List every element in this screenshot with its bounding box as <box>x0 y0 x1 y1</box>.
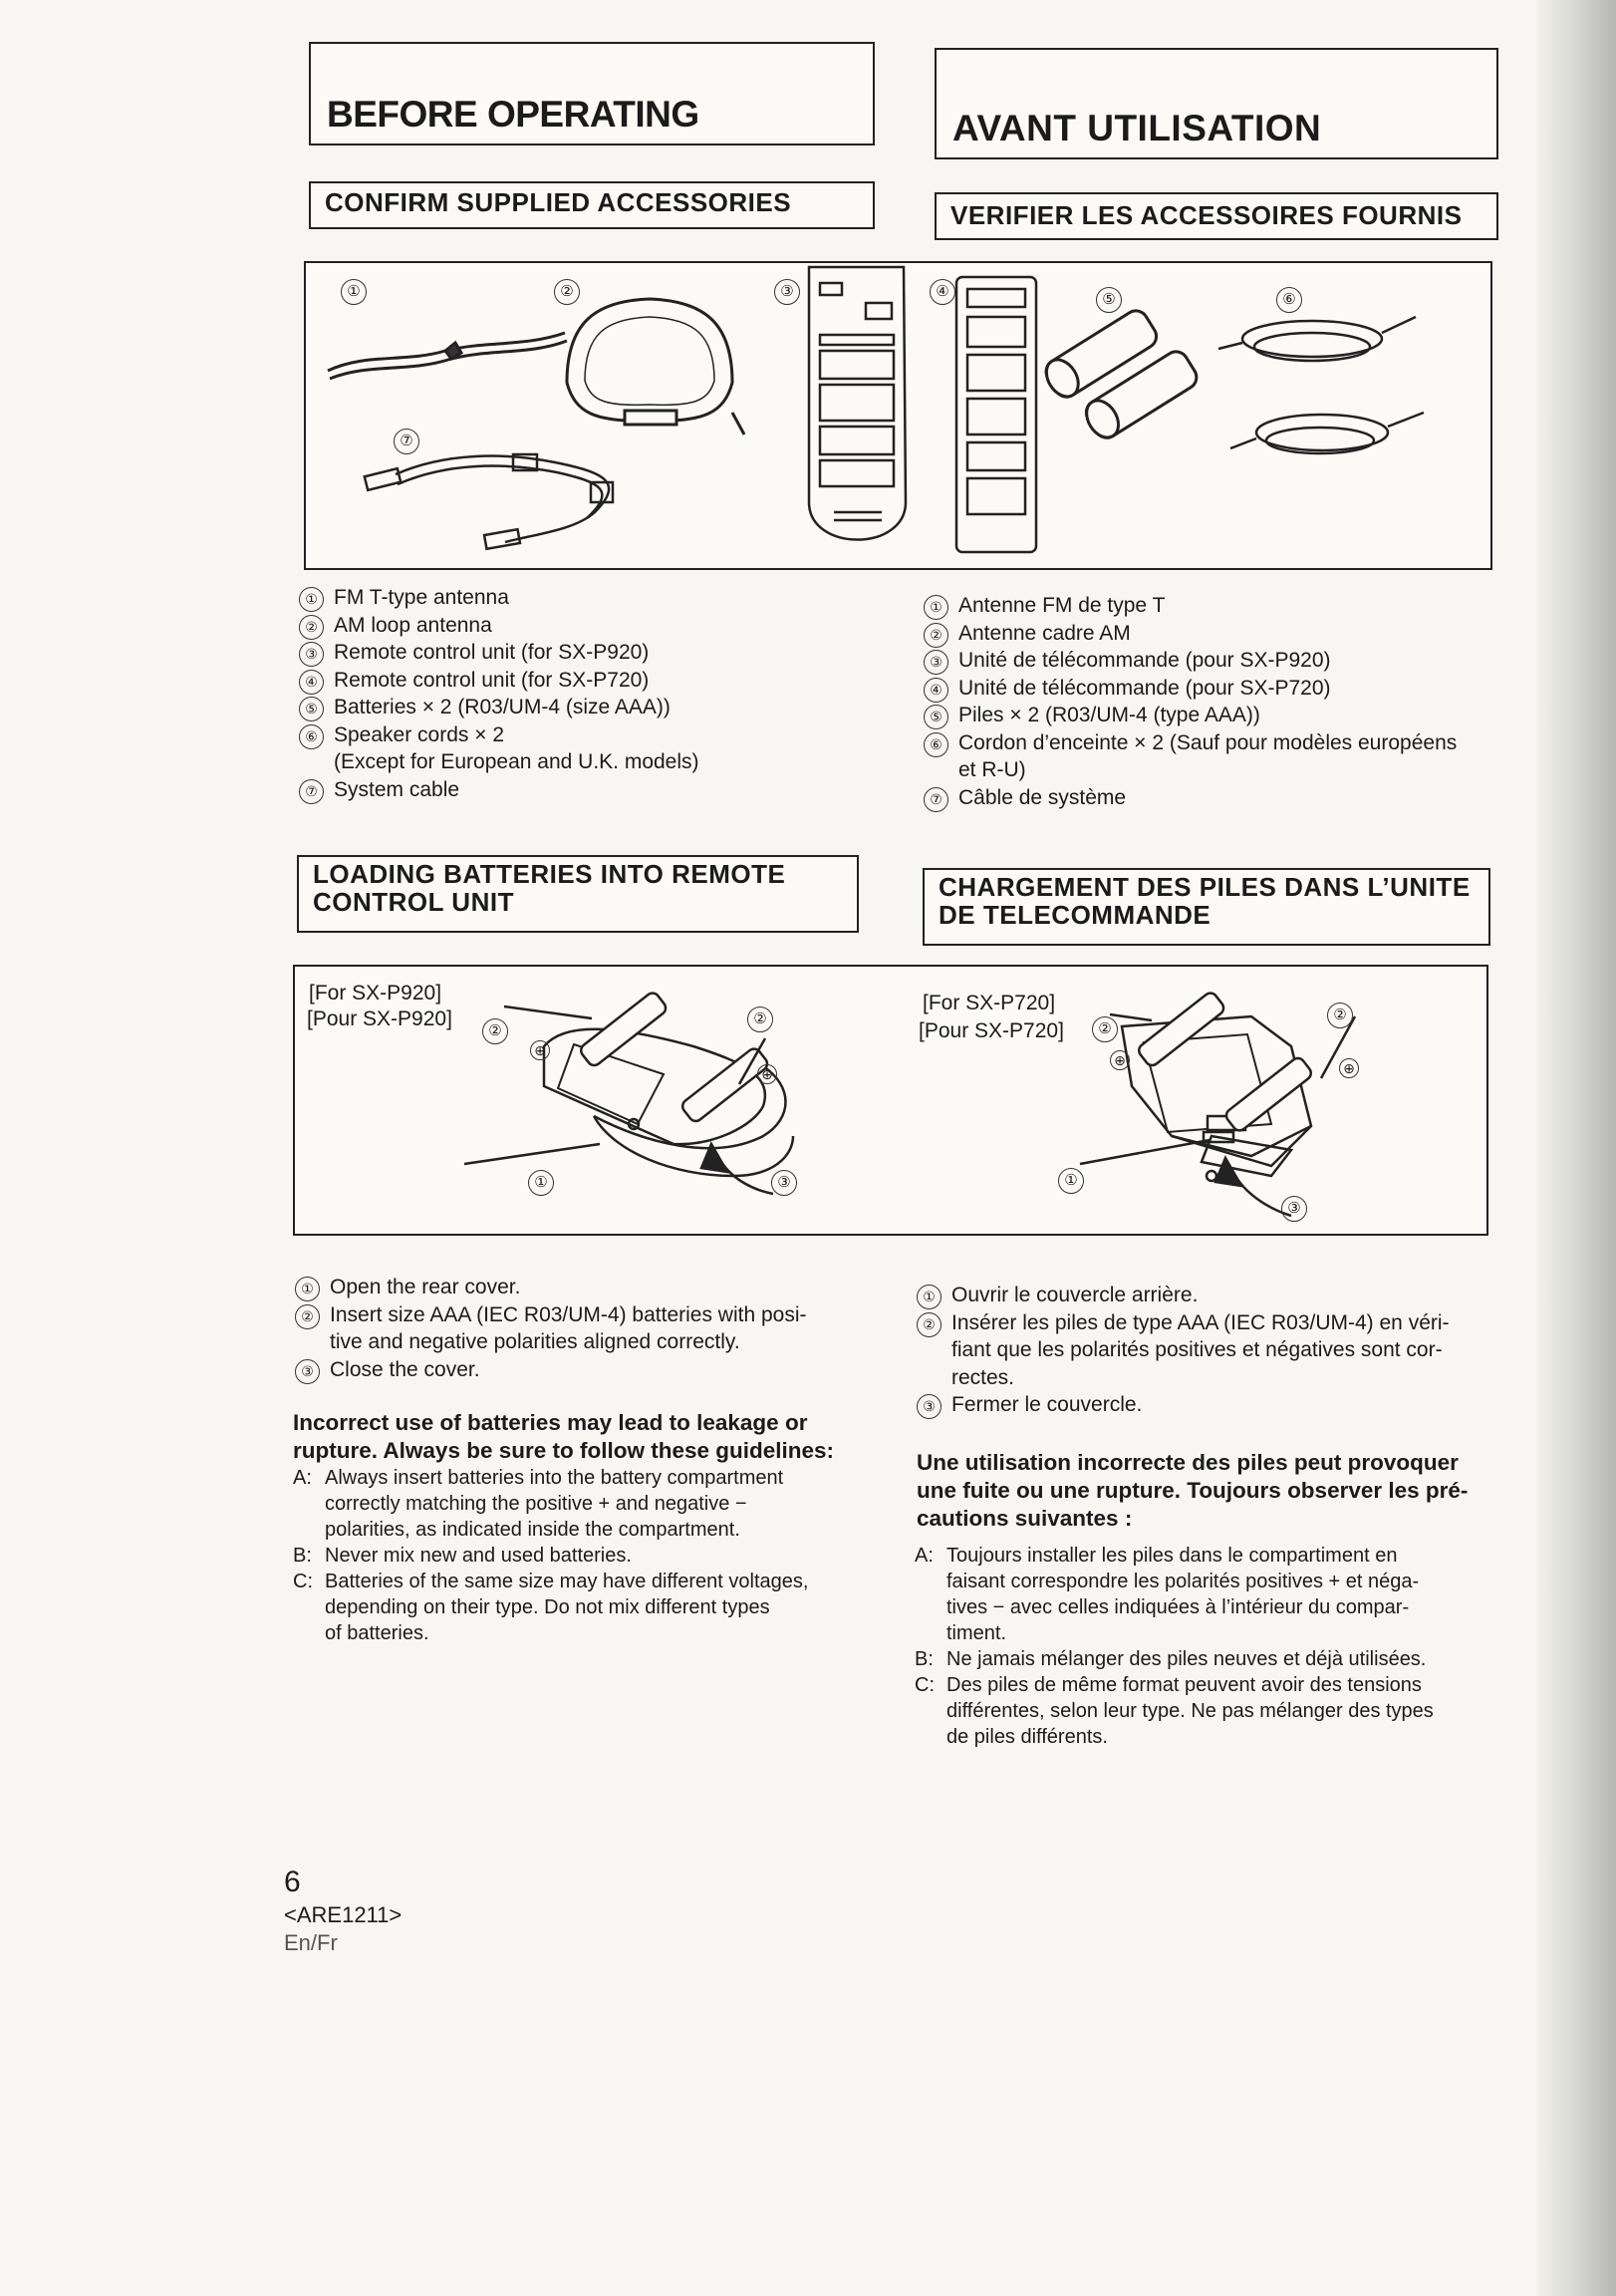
loading-callout-plus-right: ⊕ <box>1110 1050 1130 1070</box>
list-item-text: Remote control unit (for SX-P920) <box>334 641 650 664</box>
en-section-title-box <box>309 42 875 145</box>
guideline-line: Ne jamais mélanger des piles neuves et déjà utilisées. <box>946 1648 1427 1670</box>
list-item-text: Unité de télécommande (pour SX-P720) <box>958 676 1331 700</box>
en-accessories-list <box>299 584 857 803</box>
remote-sx-p720-icon <box>956 277 1036 552</box>
en-warning-line2: rupture. Always be sure to follow these guidelines: <box>293 1438 835 1463</box>
en-warning-line1: Incorrect use of batteries may lead to leakage or <box>293 1410 808 1435</box>
accessory-callout-7: ⑦ <box>394 429 419 454</box>
guideline-item <box>293 1569 871 1646</box>
step-text: Insérer les piles de type AAA (IEC R03/UM-4) en véri- <box>951 1310 1450 1334</box>
en-accessories-heading: CONFIRM SUPPLIED ACCESSORIES <box>325 187 792 217</box>
guideline-line: Batteries of the same size may have different voltages, <box>325 1571 809 1592</box>
step-text: Ouvrir le couvercle arrière. <box>951 1284 1199 1306</box>
step-text: Open the rear cover. <box>330 1276 521 1298</box>
list-item-text: System cable <box>334 777 460 801</box>
page-number: 6 <box>284 1866 301 1898</box>
step-number: ① <box>917 1285 942 1309</box>
system-cable-icon <box>365 454 613 549</box>
list-item <box>924 647 1491 675</box>
guideline-line: de piles différents. <box>946 1726 1108 1748</box>
loading-callout-plus-left: ⊕ <box>530 1040 550 1060</box>
fm-antenna-icon <box>328 333 567 379</box>
guideline-item <box>915 1543 1512 1646</box>
item-number: ③ <box>299 642 324 667</box>
accessory-callout-2: ② <box>554 279 580 305</box>
list-item-text: FM T-type antenna <box>334 586 509 609</box>
speaker-cords-icon <box>1218 317 1424 453</box>
step-text-continued: fiant que les polarités positives et négatives sont cor- <box>951 1338 1443 1361</box>
list-item <box>299 584 857 612</box>
list-item <box>299 776 857 804</box>
remote-sx-p920-icon <box>809 267 906 540</box>
loading-callout-1-left: ① <box>528 1170 554 1196</box>
guideline-line: Toujours installer les piles dans le compartiment en <box>946 1545 1398 1567</box>
guideline-item <box>915 1672 1512 1750</box>
list-item <box>924 729 1491 784</box>
guideline-letter: B: <box>293 1545 312 1567</box>
loading-callout-plus-left-b: ⊕ <box>757 1064 777 1084</box>
list-item <box>299 694 857 721</box>
guideline-line: polarities, as indicated inside the compartment. <box>325 1519 740 1541</box>
list-item-text: Antenne cadre AM <box>958 621 1131 645</box>
loading-callout-3-right: ③ <box>1281 1196 1307 1222</box>
guideline-line: Des piles de même format peuvent avoir des tensions <box>946 1674 1422 1696</box>
step-number: ③ <box>295 1359 320 1384</box>
item-number: ⑦ <box>299 779 324 804</box>
step-text: Fermer le couvercle. <box>951 1393 1143 1416</box>
loading-callout-2-right-b: ② <box>1327 1003 1353 1028</box>
fr-warning-line1: Une utilisation incorrecte des piles peut provoquer <box>917 1450 1459 1475</box>
guideline-letter: A: <box>293 1467 312 1489</box>
label-pour-sx-p720: [Pour SX-P720] <box>919 1019 1064 1042</box>
fr-loading-heading-box <box>923 868 1490 946</box>
list-item-text: Cordon d’enceinte × 2 (Sauf pour modèles européens <box>958 730 1458 754</box>
fr-accessories-list <box>924 592 1491 811</box>
list-item <box>924 702 1491 729</box>
guideline-line: tives − avec celles indiquées à l’intérieur du compar- <box>946 1596 1410 1618</box>
step-item <box>917 1282 1494 1309</box>
list-item-text: Speaker cords × 2 <box>334 722 505 746</box>
en-accessories-heading-box <box>309 181 875 229</box>
step-number: ① <box>295 1277 320 1301</box>
accessories-illustration <box>306 263 1490 568</box>
fr-loading-heading-line2: DE TELECOMMANDE <box>939 900 1212 930</box>
loading-callout-3-left: ③ <box>771 1170 797 1196</box>
list-item-text-continued: (Except for European and U.K. models) <box>334 750 699 773</box>
fr-loading-heading <box>939 873 1471 929</box>
accessory-callout-3: ③ <box>774 279 800 305</box>
list-item <box>299 639 857 667</box>
guideline-line: différentes, selon leur type. Ne pas mélanger des types <box>946 1700 1434 1722</box>
page-footer <box>284 1864 402 1957</box>
loading-callout-plus-right-b: ⊕ <box>1339 1058 1359 1078</box>
item-number: ⑤ <box>924 705 948 729</box>
item-number: ③ <box>924 650 948 675</box>
loading-callout-2-left: ② <box>482 1018 508 1044</box>
fr-accessories-heading-box <box>935 192 1498 240</box>
item-number: ② <box>299 615 324 640</box>
list-item-text: Unité de télécommande (pour SX-P920) <box>958 649 1331 672</box>
en-battery-warning <box>293 1409 871 1465</box>
fr-loading-heading-line1: CHARGEMENT DES PILES DANS L’UNITE <box>939 872 1471 902</box>
accessory-callout-4: ④ <box>930 279 955 305</box>
step-number: ③ <box>917 1394 942 1419</box>
list-item <box>299 612 857 640</box>
guideline-letter: B: <box>915 1648 934 1670</box>
loading-callout-2-left-b: ② <box>747 1006 773 1032</box>
label-for-sx-p720: [For SX-P720] <box>923 992 1056 1014</box>
accessory-callout-6: ⑥ <box>1276 287 1302 313</box>
loading-callout-1-right: ① <box>1058 1168 1084 1194</box>
list-item-text: Remote control unit (for SX-P720) <box>334 668 650 692</box>
fr-guidelines <box>915 1543 1512 1750</box>
list-item <box>299 667 857 695</box>
step-text-continued: tive and negative polarities aligned correctly. <box>330 1330 740 1353</box>
en-guidelines <box>293 1465 871 1646</box>
list-item-text: Antenne FM de type T <box>958 594 1166 617</box>
fr-warning-line3: cautions suivantes : <box>917 1506 1133 1531</box>
fr-loading-steps <box>917 1282 1494 1419</box>
guideline-line: faisant correspondre les polarités positives + et néga- <box>946 1571 1420 1592</box>
step-number: ② <box>295 1304 320 1329</box>
step-item <box>917 1391 1494 1419</box>
item-number: ⑥ <box>924 732 948 757</box>
guideline-item <box>293 1543 871 1569</box>
guideline-line: timent. <box>946 1622 1007 1644</box>
step-item <box>295 1274 863 1301</box>
fr-section-title: AVANT UTILISATION <box>952 108 1322 148</box>
guideline-line: depending on their type. Do not mix different types <box>325 1596 770 1618</box>
step-text: Insert size AAA (IEC R03/UM-4) batteries with posi- <box>330 1302 807 1326</box>
item-number: ⑦ <box>924 787 948 812</box>
item-number: ④ <box>924 678 948 703</box>
item-number: ② <box>924 623 948 648</box>
loading-callout-2-right: ② <box>1092 1016 1118 1042</box>
item-number: ⑥ <box>299 724 324 749</box>
item-number: ① <box>924 595 948 620</box>
guideline-letter: A: <box>915 1545 934 1567</box>
battery-loading-figure <box>293 965 1488 1236</box>
list-item <box>924 592 1491 620</box>
am-loop-antenna-icon <box>567 299 744 434</box>
label-for-sx-p920: [For SX-P920] <box>309 982 442 1004</box>
guideline-line: Never mix new and used batteries. <box>325 1545 632 1567</box>
list-item-text-continued: et R-U) <box>958 758 1026 781</box>
guideline-letter: C: <box>915 1674 935 1696</box>
fr-warning-line2: une fuite ou une rupture. Toujours observer les pré- <box>917 1478 1469 1503</box>
en-section-title: BEFORE OPERATING <box>327 94 699 135</box>
item-number: ⑤ <box>299 697 324 721</box>
page-edge-shadow <box>1536 0 1616 2296</box>
list-item-text: Piles × 2 (R03/UM-4 (type AAA)) <box>958 704 1260 726</box>
label-pour-sx-p920: [Pour SX-P920] <box>307 1007 452 1030</box>
en-loading-heading-box <box>297 855 859 933</box>
guideline-line: Always insert batteries into the battery compartment <box>325 1467 784 1489</box>
en-loading-steps <box>295 1274 863 1383</box>
guideline-line: of batteries. <box>325 1622 429 1644</box>
list-item-text: Câble de système <box>958 785 1127 809</box>
fr-battery-warning <box>917 1449 1504 1533</box>
en-loading-heading <box>313 860 785 916</box>
remote-rear-cover-p720-icon <box>1080 991 1355 1216</box>
item-number: ① <box>299 587 324 612</box>
accessory-callout-5: ⑤ <box>1096 287 1122 313</box>
step-item <box>917 1309 1494 1392</box>
en-loading-heading-line2: CONTROL UNIT <box>313 887 514 917</box>
list-item <box>924 784 1491 812</box>
step-number: ② <box>917 1312 942 1337</box>
fr-accessories-heading: VERIFIER LES ACCESSOIRES FOURNIS <box>950 200 1463 230</box>
step-text: Close the cover. <box>330 1357 480 1381</box>
guideline-item <box>915 1646 1512 1672</box>
step-item <box>295 1301 863 1356</box>
fr-section-title-box <box>935 48 1498 159</box>
list-item <box>924 675 1491 703</box>
accessories-figure <box>304 261 1492 570</box>
battery-loading-illustration <box>295 967 1486 1234</box>
list-item-text: AM loop antenna <box>334 613 492 637</box>
list-item-text: Batteries × 2 (R03/UM-4 (size AAA)) <box>334 696 671 718</box>
guideline-line: correctly matching the positive + and negative − <box>325 1493 747 1515</box>
batteries-icon <box>1040 306 1202 443</box>
guideline-item <box>293 1465 871 1543</box>
remote-rear-cover-p920-icon <box>464 991 793 1194</box>
list-item <box>299 721 857 776</box>
item-number: ④ <box>299 670 324 695</box>
step-text-continued: rectes. <box>951 1365 1015 1389</box>
accessory-callout-1: ① <box>341 279 367 305</box>
language-code: En/Fr <box>284 1930 338 1955</box>
guideline-letter: C: <box>293 1571 313 1592</box>
en-loading-heading-line1: LOADING BATTERIES INTO REMOTE <box>313 859 786 889</box>
step-item <box>295 1356 863 1384</box>
document-code: <ARE1211> <box>284 1902 403 1927</box>
list-item <box>924 620 1491 648</box>
